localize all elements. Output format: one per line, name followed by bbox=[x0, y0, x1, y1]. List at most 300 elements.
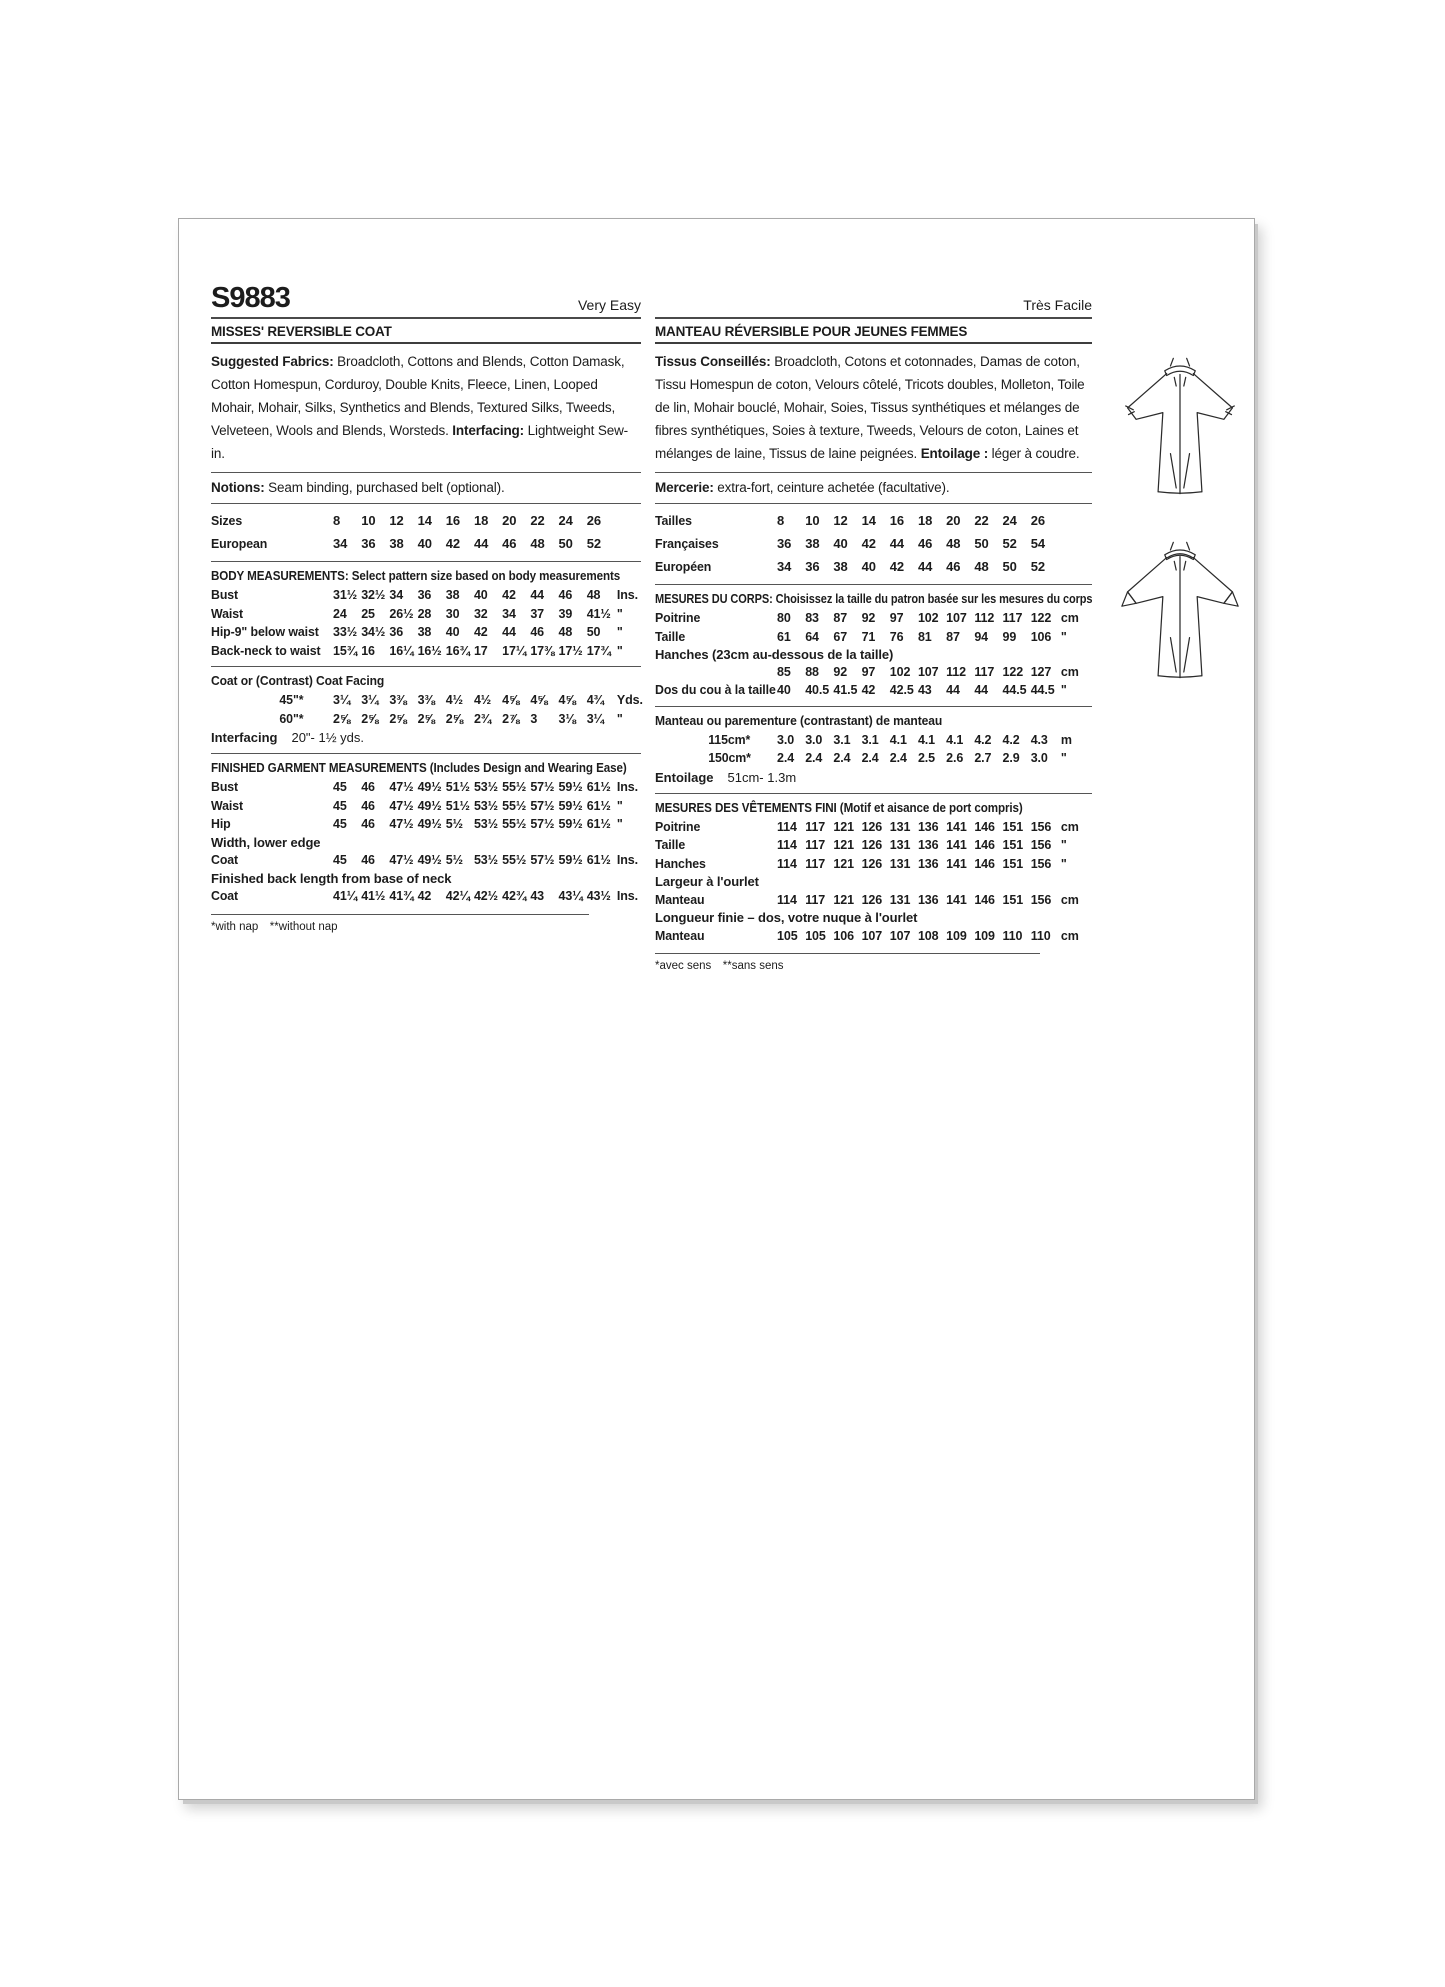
mesures-corps-header: MESURES DU CORPS: Choisissez la taille du patron basée sur les mesures du corps bbox=[655, 592, 1093, 606]
row-value: 53½ bbox=[473, 817, 498, 831]
row-value: 4⅝ bbox=[502, 693, 520, 707]
row-value: 141 bbox=[946, 856, 967, 871]
row-value: 24 bbox=[1002, 513, 1017, 528]
row-value: 26 bbox=[1030, 513, 1045, 528]
row-label: 150cm* bbox=[708, 750, 751, 765]
row-value: 76 bbox=[889, 629, 904, 644]
table-row bbox=[211, 532, 641, 555]
table-row bbox=[655, 555, 1092, 578]
row-value: 42 bbox=[889, 559, 905, 574]
row-value: 33½ bbox=[333, 625, 358, 639]
row-value: 97 bbox=[889, 611, 904, 625]
notions-line bbox=[211, 478, 641, 497]
row-value: 54 bbox=[1030, 536, 1045, 551]
row-value: 10 bbox=[361, 513, 376, 528]
row-value: 34 bbox=[333, 536, 348, 551]
row-value: 61½ bbox=[586, 853, 611, 867]
row-value: 38 bbox=[833, 559, 848, 574]
row-value: 105 bbox=[805, 928, 826, 943]
row-value: 102 bbox=[889, 664, 911, 679]
table-row bbox=[211, 623, 641, 642]
entoilage-row-label: Entoilage bbox=[655, 769, 714, 785]
row-value: 126 bbox=[861, 838, 883, 852]
row-value: 4.1 bbox=[917, 732, 936, 747]
row-value: 45 bbox=[333, 780, 347, 794]
row-value: 87 bbox=[833, 611, 848, 625]
row-label: Sizes bbox=[211, 513, 243, 528]
row-unit: " bbox=[616, 625, 623, 639]
row-value: 8 bbox=[777, 513, 785, 528]
row-value: 108 bbox=[917, 928, 939, 943]
interfacing-yardage-line bbox=[211, 729, 641, 747]
row-value: 110 bbox=[1030, 928, 1051, 943]
row-value: 156 bbox=[1030, 856, 1052, 871]
row-value: 38 bbox=[805, 536, 820, 551]
row-value: 156 bbox=[1030, 838, 1052, 852]
pattern-envelope-back bbox=[178, 218, 1255, 1800]
divider bbox=[211, 914, 589, 915]
row-label: Manteau bbox=[655, 927, 705, 943]
row-value: 34 bbox=[777, 559, 792, 574]
row-value: 45 bbox=[333, 798, 347, 813]
row-value: 53½ bbox=[473, 798, 498, 813]
notions-text: Seam binding, purchased belt (optional). bbox=[264, 480, 505, 495]
row-value: 42¾ bbox=[502, 889, 527, 903]
row-value: 99 bbox=[1002, 629, 1017, 644]
row-value: 2.5 bbox=[917, 751, 936, 765]
row-value: 26½ bbox=[389, 606, 414, 621]
row-value: 117 bbox=[805, 838, 826, 852]
row-value: 136 bbox=[917, 819, 939, 834]
row-value: 41½ bbox=[361, 889, 386, 903]
row-value: 156 bbox=[1030, 819, 1052, 834]
row-value: 44 bbox=[530, 588, 545, 602]
table-row bbox=[211, 797, 641, 816]
row-label: Waist bbox=[211, 797, 244, 813]
row-value: 121 bbox=[833, 856, 854, 871]
row-value: 46 bbox=[917, 536, 933, 551]
row-value: 41¼ bbox=[333, 889, 358, 903]
row-value: 52 bbox=[586, 536, 601, 551]
row-value: 16 bbox=[445, 513, 461, 528]
row-value: 4.3 bbox=[1030, 732, 1048, 747]
row-value: 16¾ bbox=[445, 643, 470, 658]
row-value: 5½ bbox=[445, 817, 463, 831]
row-unit: " bbox=[616, 711, 623, 726]
row-value: 50 bbox=[974, 536, 989, 551]
row-value: 43 bbox=[917, 683, 932, 697]
row-value: 3.0 bbox=[777, 732, 795, 747]
vetements-fini-header: MESURES DES VÊTEMENTS FINI (Motif et aisance de port compris) bbox=[655, 800, 1023, 815]
row-label: Tailles bbox=[655, 513, 692, 528]
table-row bbox=[655, 532, 1092, 555]
row-label: Taille bbox=[655, 837, 686, 852]
row-value: 109 bbox=[974, 928, 995, 943]
row-value: 4.1 bbox=[946, 732, 964, 747]
row-value: 117 bbox=[805, 892, 826, 907]
table-row bbox=[655, 609, 1092, 628]
row-unit: cm bbox=[1060, 819, 1079, 834]
row-value: 17⅜ bbox=[530, 643, 555, 658]
row-value: 2⅝ bbox=[389, 711, 407, 726]
row-value: 43¼ bbox=[558, 889, 583, 903]
row-value: 151 bbox=[1002, 856, 1024, 871]
row-value: 37 bbox=[530, 606, 545, 621]
row-value: 2.4 bbox=[833, 751, 851, 765]
row-value: 53½ bbox=[473, 780, 498, 794]
divider bbox=[655, 503, 1092, 504]
row-value: 49½ bbox=[417, 817, 442, 831]
row-value: 10 bbox=[805, 513, 820, 528]
row-value: 114 bbox=[777, 819, 797, 834]
row-value: 4¾ bbox=[586, 693, 604, 707]
divider bbox=[655, 793, 1092, 794]
row-value: 121 bbox=[833, 838, 854, 852]
row-label: Taille bbox=[655, 628, 686, 644]
row-value: 36 bbox=[805, 559, 820, 574]
row-value: 2.9 bbox=[1002, 751, 1020, 765]
divider bbox=[211, 503, 641, 504]
row-value: 3.0 bbox=[805, 732, 823, 747]
row-label: Waist bbox=[211, 605, 244, 621]
row-value: 87 bbox=[946, 629, 960, 644]
row-value: 2.4 bbox=[805, 751, 823, 765]
divider bbox=[211, 561, 641, 562]
row-value: 61 bbox=[777, 629, 791, 644]
row-value: 117 bbox=[805, 856, 826, 871]
row-value: 2¾ bbox=[473, 711, 492, 726]
row-value: 42 bbox=[861, 683, 876, 697]
entoilage-label-fr: Entoilage : bbox=[920, 446, 989, 461]
row-value: 59½ bbox=[558, 780, 583, 794]
coat-front-drawing bbox=[1119, 351, 1241, 501]
finished-garment-header: FINISHED GARMENT MEASUREMENTS (Includes Design and Wearing Ease) bbox=[211, 761, 627, 775]
row-value: 61½ bbox=[586, 798, 611, 813]
row-value: 151 bbox=[1002, 838, 1024, 852]
row-value: 4⅝ bbox=[530, 693, 548, 707]
row-value: 42 bbox=[502, 588, 516, 602]
row-value: 61½ bbox=[586, 780, 611, 794]
table-row bbox=[655, 681, 1092, 700]
row-value: 38 bbox=[389, 536, 404, 551]
coat-facing-header: Coat or (Contrast) Coat Facing bbox=[211, 673, 385, 688]
row-label: Françaises bbox=[655, 536, 719, 551]
divider bbox=[655, 342, 1092, 344]
row-unit: " bbox=[1060, 751, 1067, 765]
row-label: Bust bbox=[211, 779, 239, 794]
row-value: 117 bbox=[805, 819, 826, 834]
row-unit: Ins. bbox=[616, 588, 639, 602]
row-value: 45 bbox=[333, 853, 347, 867]
row-value: 41½ bbox=[586, 606, 611, 621]
row-value: 4⅝ bbox=[558, 693, 576, 707]
fabrics-paragraph-fr bbox=[655, 350, 1092, 465]
row-label: Coat bbox=[211, 852, 239, 867]
sizes-table-fr bbox=[655, 509, 1092, 578]
content-columns bbox=[179, 219, 1254, 972]
row-value: 24 bbox=[333, 606, 347, 621]
row-value: 136 bbox=[917, 892, 939, 907]
row-value: 114 bbox=[777, 892, 797, 907]
row-value: 146 bbox=[974, 856, 995, 871]
row-value: 59½ bbox=[558, 798, 583, 813]
row-value: 22 bbox=[530, 513, 545, 528]
table-row bbox=[211, 710, 641, 729]
row-unit: " bbox=[1060, 856, 1067, 871]
row-value: 126 bbox=[861, 892, 883, 907]
row-value: 16 bbox=[361, 643, 375, 658]
row-value: 141 bbox=[946, 838, 967, 852]
coat-facing-table bbox=[211, 691, 641, 728]
row-value: 51½ bbox=[445, 798, 470, 813]
row-value: 46 bbox=[530, 625, 545, 639]
coat-back-drawing bbox=[1119, 535, 1241, 685]
row-value: 3.0 bbox=[1030, 751, 1048, 765]
row-value: 15¾ bbox=[333, 643, 358, 658]
row-value: 146 bbox=[974, 892, 995, 907]
row-value: 151 bbox=[1002, 819, 1024, 834]
table-row bbox=[211, 642, 641, 661]
row-value: 3⅛ bbox=[558, 711, 576, 726]
row-value: 32½ bbox=[361, 588, 386, 602]
row-value: 4.2 bbox=[1002, 732, 1020, 747]
row-value: 40 bbox=[445, 625, 460, 639]
row-value: 3.1 bbox=[833, 732, 851, 747]
row-value: 112 bbox=[946, 664, 966, 679]
row-value: 40 bbox=[417, 536, 432, 551]
table-row bbox=[211, 815, 641, 834]
row-value: 49½ bbox=[417, 798, 442, 813]
divider bbox=[211, 753, 641, 754]
row-value: 16¼ bbox=[389, 643, 414, 658]
row-value: 42 bbox=[445, 536, 461, 551]
row-label: Hip bbox=[211, 816, 231, 831]
row-value: 131 bbox=[889, 892, 911, 907]
table-row bbox=[655, 855, 1092, 874]
row-value: 46 bbox=[361, 798, 375, 813]
row-unit: " bbox=[616, 817, 623, 831]
row-value: 38 bbox=[417, 625, 432, 639]
row-value: 20 bbox=[502, 513, 517, 528]
row-value: 45 bbox=[333, 817, 347, 831]
row-value: 24 bbox=[558, 513, 573, 528]
row-value: 34 bbox=[389, 588, 404, 602]
table-row bbox=[211, 586, 641, 605]
row-value: 2.4 bbox=[889, 751, 907, 765]
header-row-fr bbox=[655, 269, 1092, 313]
row-value: 22 bbox=[974, 513, 989, 528]
row-value: 40 bbox=[777, 683, 791, 697]
row-value: 121 bbox=[833, 819, 854, 834]
row-value: 48 bbox=[530, 536, 545, 551]
row-value: 47½ bbox=[389, 780, 414, 794]
table-row bbox=[211, 509, 641, 532]
row-value: 3¼ bbox=[361, 693, 379, 707]
row-value: 59½ bbox=[558, 817, 583, 831]
row-value: 2.7 bbox=[974, 751, 992, 765]
table-row bbox=[655, 818, 1092, 837]
table-row bbox=[211, 778, 641, 797]
row-value: 41¾ bbox=[389, 889, 414, 903]
row-value: 14 bbox=[861, 513, 876, 528]
row-value: 31½ bbox=[333, 588, 358, 602]
row-value: 49½ bbox=[417, 853, 442, 867]
row-value: 61½ bbox=[586, 817, 611, 831]
row-label: European bbox=[211, 536, 268, 551]
row-value: 3¼ bbox=[586, 711, 604, 726]
row-value: 2.4 bbox=[777, 751, 795, 765]
table-row: Width, lower edge bbox=[211, 834, 321, 850]
row-value: 34½ bbox=[361, 625, 386, 639]
row-value: 55½ bbox=[502, 780, 527, 794]
row-value: 3¼ bbox=[333, 693, 351, 707]
row-value: 141 bbox=[946, 819, 967, 834]
mesures-corps-table bbox=[655, 609, 1092, 700]
row-label: Bust bbox=[211, 587, 239, 602]
row-label: Poitrine bbox=[655, 610, 701, 625]
row-value: 52 bbox=[1002, 536, 1017, 551]
table-row: Longueur finie – dos, votre nuque à l'ourlet bbox=[655, 910, 918, 925]
row-label: Back-neck to waist bbox=[211, 642, 321, 658]
row-value: 42 bbox=[861, 536, 876, 551]
row-value: 41.5 bbox=[833, 683, 858, 697]
row-value: 20 bbox=[946, 513, 961, 528]
row-value: 2⅝ bbox=[445, 711, 463, 726]
row-value: 48 bbox=[946, 536, 961, 551]
row-value: 121 bbox=[833, 892, 854, 907]
row-value: 136 bbox=[917, 838, 939, 852]
row-value: 36 bbox=[389, 625, 404, 639]
divider bbox=[211, 342, 641, 344]
vetements-fini-table bbox=[655, 818, 1092, 946]
row-value: 136 bbox=[917, 856, 939, 871]
row-value: 117 bbox=[974, 664, 995, 679]
row-value: 114 bbox=[777, 856, 797, 871]
manteau-metrage-table bbox=[655, 731, 1092, 768]
row-label: Hip-9" below waist bbox=[211, 624, 319, 639]
row-value: 85 bbox=[777, 664, 791, 679]
row-value: 48 bbox=[586, 588, 601, 602]
row-value: 4.1 bbox=[889, 732, 907, 747]
row-value: 3⅜ bbox=[389, 693, 407, 707]
row-value: 14 bbox=[417, 513, 432, 528]
row-value: 12 bbox=[833, 513, 848, 528]
row-value: 42.5 bbox=[889, 683, 914, 697]
row-value: 47½ bbox=[389, 853, 414, 867]
row-value: 44 bbox=[917, 559, 933, 574]
row-value: 46 bbox=[361, 817, 375, 831]
row-unit: cm bbox=[1060, 928, 1079, 943]
row-value: 38 bbox=[445, 588, 460, 602]
row-value: 2.4 bbox=[861, 751, 879, 765]
row-value: 81 bbox=[917, 629, 932, 644]
interfacing-text-en: Lightweight Sew-in. bbox=[211, 423, 629, 461]
table-row bbox=[655, 927, 1092, 946]
table-row bbox=[211, 605, 641, 624]
row-value: 3⅜ bbox=[417, 693, 435, 707]
row-value: 44.5 bbox=[1002, 683, 1027, 697]
row-value: 12 bbox=[389, 513, 404, 528]
row-unit: m bbox=[1060, 732, 1072, 747]
row-label: Poitrine bbox=[655, 818, 701, 834]
row-value: 126 bbox=[861, 856, 883, 871]
row-value: 50 bbox=[1002, 559, 1017, 574]
notions-label: Notions: bbox=[211, 480, 265, 495]
body-measurements-table bbox=[211, 586, 641, 660]
row-value: 4½ bbox=[445, 693, 463, 707]
row-value: 48 bbox=[558, 625, 573, 639]
table-row bbox=[655, 664, 1092, 682]
garment-illustrations bbox=[1106, 269, 1254, 972]
row-value: 18 bbox=[473, 513, 489, 528]
interfacing-row-value: 20"- 1½ yds. bbox=[291, 730, 365, 745]
row-value: 55½ bbox=[502, 798, 527, 813]
row-value: 40 bbox=[833, 536, 848, 551]
body-measurements-header: BODY MEASUREMENTS: Select pattern size based on body measurements bbox=[211, 569, 621, 583]
row-label: Coat bbox=[211, 888, 239, 903]
row-value: 57½ bbox=[530, 780, 555, 794]
row-value: 131 bbox=[889, 838, 911, 852]
table-row bbox=[655, 836, 1092, 855]
row-value: 42¼ bbox=[445, 889, 470, 903]
row-unit: Ins. bbox=[616, 889, 639, 903]
divider bbox=[655, 953, 1040, 954]
table-row: Largeur à l'ourlet bbox=[655, 874, 759, 889]
table-row bbox=[655, 731, 1092, 750]
entoilage-metrage-line bbox=[655, 769, 1092, 787]
row-value: 122 bbox=[1002, 664, 1024, 679]
row-value: 50 bbox=[586, 625, 601, 639]
row-value: 57½ bbox=[530, 817, 555, 831]
row-value: 55½ bbox=[502, 853, 527, 867]
row-value: 146 bbox=[974, 819, 995, 834]
row-value: 105 bbox=[777, 928, 798, 943]
row-value: 151 bbox=[1002, 892, 1024, 907]
sizes-table-en bbox=[211, 509, 641, 555]
finished-garment-table bbox=[211, 778, 641, 906]
table-row bbox=[211, 851, 641, 870]
row-value: 141 bbox=[946, 892, 967, 907]
table-row: Finished back length from base of neck bbox=[211, 870, 452, 886]
row-value: 47½ bbox=[389, 798, 414, 813]
row-value: 2.6 bbox=[946, 751, 964, 765]
table-row bbox=[655, 891, 1092, 910]
row-value: 48 bbox=[974, 559, 989, 574]
row-value: 2⅝ bbox=[417, 711, 435, 726]
row-value: 44.5 bbox=[1030, 683, 1055, 697]
row-value: 156 bbox=[1030, 892, 1052, 907]
row-value: 110 bbox=[1002, 928, 1023, 943]
row-value: 50 bbox=[558, 536, 573, 551]
fabrics-label-fr: Tissus Conseillés: bbox=[655, 354, 771, 369]
row-label: 45"* bbox=[279, 692, 304, 707]
row-value: 52 bbox=[1030, 559, 1045, 574]
row-label: Dos du cou à la taille bbox=[655, 682, 776, 697]
divider bbox=[655, 584, 1092, 585]
row-value: 106 bbox=[833, 928, 854, 943]
row-value: 109 bbox=[946, 928, 967, 943]
row-value: 18 bbox=[917, 513, 933, 528]
table-row: Hanches (23cm au-dessous de la taille) bbox=[655, 647, 894, 662]
row-unit: " bbox=[1060, 683, 1067, 697]
row-value: 44 bbox=[889, 536, 905, 551]
row-value: 49½ bbox=[417, 780, 442, 794]
row-value: 80 bbox=[777, 611, 791, 625]
row-value: 57½ bbox=[530, 853, 555, 867]
row-value: 92 bbox=[833, 664, 848, 679]
row-value: 44 bbox=[502, 625, 516, 639]
row-value: 47½ bbox=[389, 817, 414, 831]
